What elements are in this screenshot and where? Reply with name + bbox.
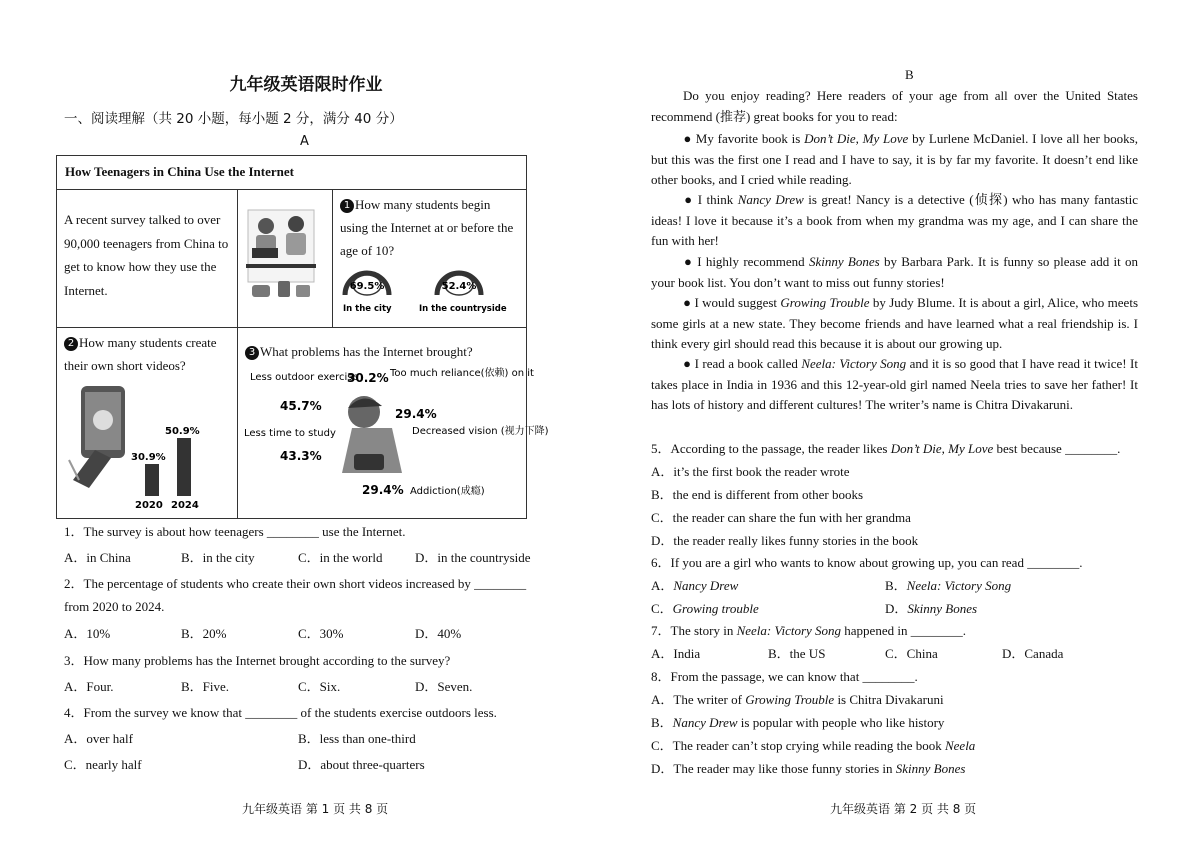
q2-option-a[interactable]: A．10% (64, 626, 111, 641)
q3-outdoor-value: 45.7% (280, 399, 322, 413)
q3-text: What problems has the Internet brought? (260, 344, 473, 359)
page-title: 九年级英语限时作业 (229, 75, 383, 95)
q3-option-c[interactable]: C．Six. (298, 679, 341, 694)
q7-option-b[interactable]: B．the US (768, 646, 826, 661)
review-paragraph-3: ● I highly recommend Skinny Bones by Barbara Park. It is funny so please add it on your book list. You don’t want to miss out funny stories! (651, 254, 1138, 290)
q4-option-c[interactable]: C．nearly half (64, 757, 142, 772)
table-heading: How Teenagers in China Use the Internet (65, 164, 294, 179)
q3-study-label: Less time to study (244, 428, 336, 439)
q6-option-c[interactable]: C．Growing trouble (651, 601, 759, 616)
q3-outdoor-label: Less outdoor exercise (250, 372, 359, 383)
bar-2020 (145, 464, 159, 496)
q3-problems-illustration (242, 368, 549, 503)
q3-option-b[interactable]: B．Five. (181, 679, 230, 694)
survey-description: A recent survey talked to over 90,000 teenagers from China to get to know how they use the Internet. (57, 190, 238, 328)
review-paragraph-4: ● I would suggest Growing Trouble by Judy Blume. It is about a girl, Alice, who meets some girls at a new state. They become friends and have learned what a real friendship is. I think every girl should read this because it is about our growing up. (651, 295, 1139, 352)
q6-option-d[interactable]: D．Skinny Bones (885, 601, 978, 616)
section-heading: 一、阅读理解（共 20 小题，每小题 2 分，满分 40 分） (64, 111, 403, 127)
q2-cell (57, 328, 238, 518)
q3-vision-label: Decreased vision (视力下降) (412, 426, 549, 437)
q2-option-c[interactable]: C．30% (298, 626, 344, 641)
number-badge: 1 (340, 199, 354, 213)
q1-option-b[interactable]: B．in the city (181, 550, 255, 565)
review-paragraph-5: ● I read a book called Neela: Victory Song and it is so good that I have read it twice! It takes place in India in 1936 and this 12-year-old girl named Neela tries to save her father! It has lots of history and different cultures! The writer’s name is Chitra Divakaruni. (651, 356, 1138, 413)
bar-2024 (177, 438, 191, 496)
q6-option-b[interactable]: B．Neela: Victory Song (885, 578, 1012, 593)
q5-stem: 5．According to the passage, the reader likes Don’t Die, My Love best because ________. (651, 441, 1121, 456)
q8-option-b[interactable]: B．Nancy Drew is popular with people who like history (651, 715, 945, 730)
q3-option-d[interactable]: D．Seven. (415, 679, 473, 694)
review-paragraph-2: ● I think Nancy Drew is great! Nancy is a detective (侦探) who has many fantastic ideas! I love it because it’s a book from when my grandma was my age, and I can share the fun with her! (651, 192, 1138, 249)
q1-stem: 1．The survey is about how teenagers ________ use the Internet. (64, 524, 406, 539)
q7-option-c[interactable]: C．China (885, 646, 938, 661)
q8-stem: 8．From the passage, we can know that ________. (651, 669, 918, 684)
page-footer: 九年级英语 第 2 页 共 8 页 (830, 802, 977, 816)
q4-option-b[interactable]: B．less than one-third (298, 731, 416, 746)
q5-option-d[interactable]: D．the reader really likes funny stories in the book (651, 533, 919, 548)
q6-option-a[interactable]: A．Nancy Drew (651, 578, 739, 593)
q1-city-label: In the city (343, 304, 392, 314)
q2-stem-cont: from 2020 to 2024. (64, 599, 165, 614)
review-paragraph-1: ● My favorite book is Don’t Die, My Love by Lurlene McDaniel. I love all her books, but this was the first one I read and I have to say, it is by far my favorite. It doesn’t end like other books, and I cried while reading. (651, 131, 1138, 188)
q1-country-label: In the countryside (419, 304, 507, 314)
q8-option-d[interactable]: D．The reader may like those funny stories in Skinny Bones (651, 761, 966, 776)
book-title: Neela: Victory Song (801, 356, 907, 371)
q4-stem: 4．From the survey we know that ________ of the students exercise outdoors less. (64, 705, 497, 720)
q1-country-value: 52.4% (441, 281, 477, 292)
table-heading-row (57, 156, 526, 190)
book-title: Growing Trouble (780, 295, 870, 310)
q5-option-a[interactable]: A．it’s the first book the reader wrote (651, 464, 850, 479)
q1-option-a[interactable]: A．in China (64, 550, 131, 565)
q1-gauges (337, 263, 517, 318)
q3-cell (238, 328, 549, 518)
q3-addiction-value: 29.4% (362, 483, 404, 497)
q1-city-value: 69.5% (349, 281, 385, 292)
book-title: Skinny Bones (808, 254, 880, 269)
survey-table (56, 155, 549, 519)
students-illustration (238, 190, 333, 328)
book-title: Don’t Die, My Love (804, 131, 909, 146)
q8-option-a[interactable]: A．The writer of Growing Trouble is Chitra Divakaruni (651, 692, 944, 707)
bar-2024-value: 50.9% (165, 426, 200, 437)
q1-option-d[interactable]: D．in the countryside (415, 550, 531, 565)
bar-2024-label: 2024 (171, 500, 199, 511)
q2-phone-bar-chart (59, 380, 234, 515)
q4-option-a[interactable]: A．over half (64, 731, 133, 746)
q4-option-d[interactable]: D．about three-quarters (298, 757, 425, 772)
q3-reliance-value: 30.2% (347, 371, 389, 385)
q3-stem: 3．How many problems has the Internet brought according to the survey? (64, 653, 451, 668)
q2-option-d[interactable]: D．40% (415, 626, 462, 641)
q6-stem: 6．If you are a girl who wants to know about growing up, you can read ________. (651, 555, 1083, 570)
q3-vision-value: 29.4% (395, 407, 437, 421)
intro-paragraph: Do you enjoy reading? Here readers of your age from all over the United States recommend (推荐) great books for you to read: (651, 88, 1138, 124)
q5-option-b[interactable]: B．the end is different from other books (651, 487, 864, 502)
q2-option-b[interactable]: B．20% (181, 626, 227, 641)
number-badge: 3 (245, 346, 259, 360)
q1-text: How many students begin using the Internet at or before the age of 10? (340, 197, 514, 258)
q3-reliance-label: Too much reliance(依赖) on it (390, 368, 534, 379)
bar-2020-value: 30.9% (131, 452, 166, 463)
q1-option-c[interactable]: C．in the world (298, 550, 383, 565)
q7-option-d[interactable]: D．Canada (1002, 646, 1064, 661)
passage-label-b: B (905, 67, 914, 82)
q5-option-c[interactable]: C．the reader can share the fun with her grandma (651, 510, 911, 525)
q7-stem: 7．The story in Neela: Victory Song happened in ________. (651, 623, 966, 638)
book-title: Nancy Drew (737, 192, 804, 207)
q8-option-c[interactable]: C．The reader can’t stop crying while reading the book Neela (651, 738, 976, 753)
page-footer: 九年级英语 第 1 页 共 8 页 (242, 802, 389, 816)
q3-addiction-label: Addiction(成瘾) (410, 486, 485, 497)
q1-cell (333, 190, 526, 328)
students-laptop-image (238, 190, 333, 328)
q7-option-a[interactable]: A．India (651, 646, 701, 661)
q2-stem: 2．The percentage of students who create their own short videos increased by ________ (64, 576, 527, 591)
bar-2020-label: 2020 (135, 500, 163, 511)
passage-label-a: A (300, 134, 309, 149)
q3-option-a[interactable]: A．Four. (64, 679, 114, 694)
q2-text: How many students create their own short videos? (64, 335, 217, 373)
number-badge: 2 (64, 337, 78, 351)
q3-study-value: 43.3% (280, 449, 322, 463)
